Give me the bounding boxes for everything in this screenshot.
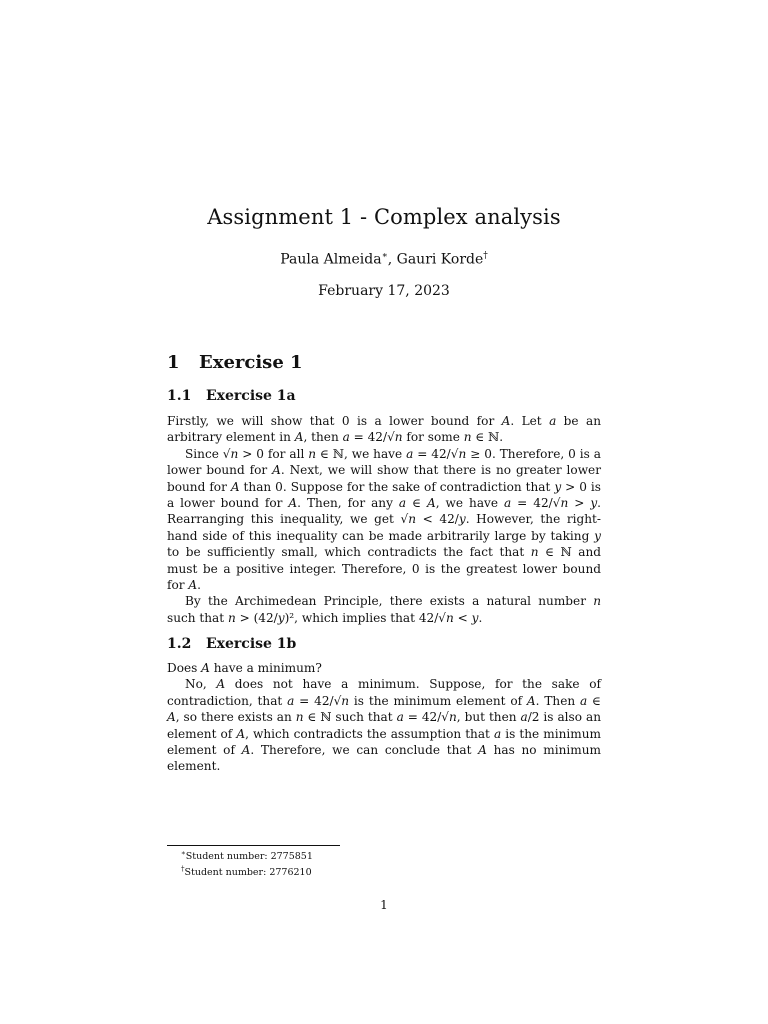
paragraph: No, 𝐴 does not have a minimum. Suppose, for the sake of contradiction, that 𝑎 = 42/√𝑛 is the minimum element of 𝐴. Then 𝑎 ∈ 𝐴, so there exists an 𝑛 ∈ ℕ such that 𝑎 = 42/√𝑛, but then 𝑎/2 is also an element of 𝐴, which contradicts the assumption that 𝑎 is the minimum element of 𝐴. Therefore, we can conclude that 𝐴 has no minimum element. [167, 677, 601, 774]
author-name: Gauri Korde [396, 251, 484, 268]
section-title: Exercise 1 [199, 352, 303, 373]
section-heading [167, 352, 303, 373]
paragraph: Does 𝐴 have a minimum? [167, 661, 322, 675]
subsection-number: 1.2 [167, 636, 192, 652]
footnote-mark: ∗ [181, 849, 186, 857]
footnote [181, 863, 313, 879]
footnote-rule [167, 845, 340, 846]
footnote-text: Student number: 2775851 [185, 851, 313, 863]
footnote-mark: † [181, 865, 185, 874]
paragraph: By the Archimedean Principle, there exists a natural number 𝑛 such that 𝑛 > (42/𝑦)², which implies that 42/√𝑛 < 𝑦. [167, 594, 601, 625]
subsection-title: Exercise 1b [206, 636, 297, 652]
subsection-heading [167, 388, 296, 404]
author-separator: , [387, 251, 393, 268]
footnote [181, 847, 313, 863]
footnotes [181, 847, 313, 879]
author-name: Paula Almeida [280, 251, 382, 268]
page-number: 1 [380, 898, 388, 912]
footnote-mark: † [483, 251, 488, 261]
section-number: 1 [167, 352, 180, 373]
subsection-body [167, 413, 601, 626]
document-date: February 17, 2023 [318, 283, 450, 299]
subsection-title: Exercise 1a [206, 388, 296, 404]
author-line [0, 251, 768, 268]
paragraph: Since √𝑛 > 0 for all 𝑛 ∈ ℕ, we have 𝑎 = 42/√𝑛 ≥ 0. Therefore, 0 is a lower bound for 𝐴. Next, we will show that there is no greater lower bound for 𝐴 than 0. Suppose for the sake of contradiction that 𝑦 > 0 is a lower bound for 𝐴. Then, for any 𝑎 ∈ 𝐴, we have 𝑎 = 42/√𝑛 > 𝑦. Rearranging this inequality, we get √𝑛 < 42/𝑦. However, the right-hand side of this inequality can be made arbitrarily large by taking 𝑦 to be sufficiently small, which contradicts the fact that 𝑛 ∈ ℕ and must be a positive integer. Therefore, 0 is the greatest lower bound for 𝐴. [167, 446, 601, 593]
paragraph: Firstly, we will show that 0 is a lower bound for 𝐴. Let 𝑎 be an arbitrary element in 𝐴, then 𝑎 = 42/√𝑛 for some 𝑛 ∈ ℕ. [167, 414, 601, 445]
footnote-text: Student number: 2776210 [184, 867, 312, 879]
subsection-heading [167, 636, 296, 652]
footnote-mark: ∗ [381, 251, 388, 261]
subsection-body [167, 660, 601, 775]
document-title: Assignment 1 - Complex analysis [207, 205, 561, 229]
subsection-number: 1.1 [167, 388, 192, 404]
